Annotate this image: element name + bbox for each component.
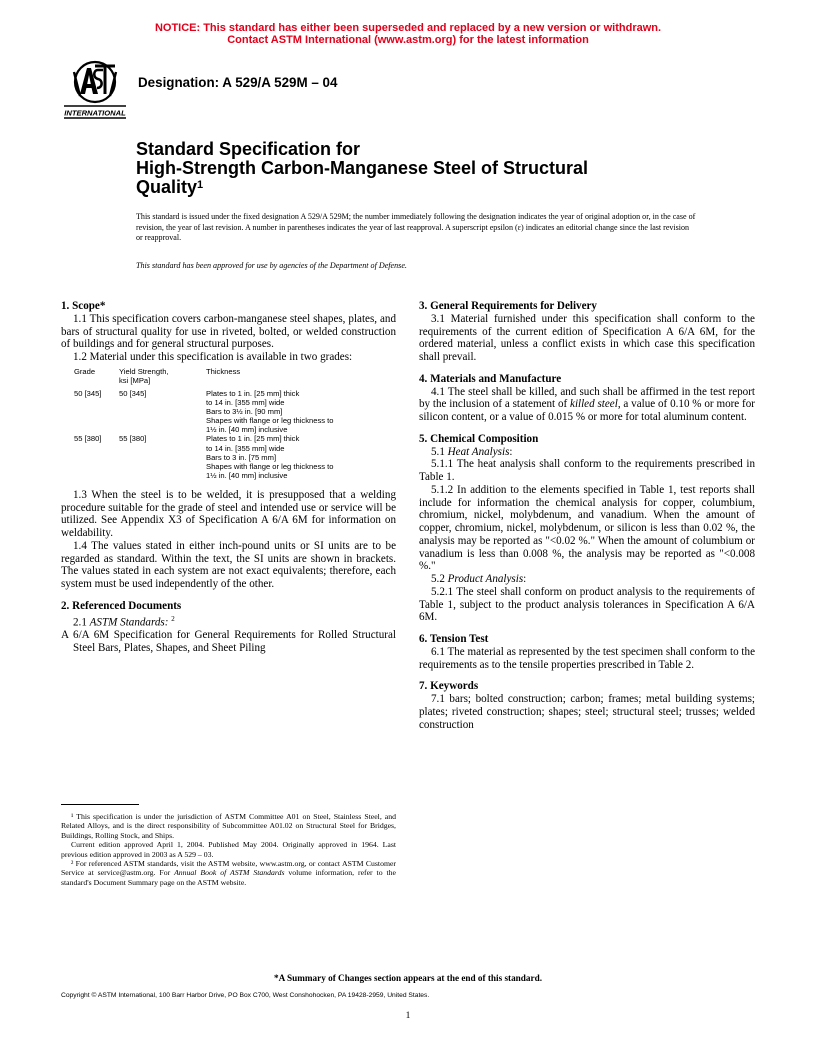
para-5-2-1: 5.2.1 The steel shall conform on product analysis to the requirements of Table 1, subject to the product analysis tolerances in Specification A 6/A 6M.: [419, 585, 755, 624]
section-1-heading: 1. Scope*: [61, 300, 106, 312]
para-2-1: 2.1 ASTM Standards: $^2$: [73, 614, 175, 629]
grade-row: [61, 434, 396, 479]
title-line-2: High-Strength Carbon-Manganese Steel of Structural: [136, 158, 589, 178]
header-yield: Yield Strength, ksi [MPa]: [119, 366, 169, 385]
section-7-heading: 7. Keywords: [419, 680, 479, 693]
document-title: [136, 140, 696, 197]
page-number: 1: [405, 1011, 411, 1021]
section-3-heading: 3. General Requirements for Delivery: [419, 300, 597, 312]
para-1-4: 1.4 The values stated in either inch-pound units or SI units are to be regarded as standard. Within the text, the SI units are shown in brackets. The values stated in each system are not exact equivalents; therefore, each system must be used independently of the other.: [61, 539, 396, 591]
para-3-1: 3.1 Material furnished under this specification shall conform to the requirements of the current edition of Specification A 6/A 6M, for the ordered material, unless a conflict exists in which case this specification shall prevail.: [419, 312, 755, 363]
thickness-cell: Plates to 1 in. [25 mm] thick to 14 in. [355 mm] wide Bars to 3½ in. [90 mm] Shapes with flange or leg thickness to 1½ in. [40 mm] inclusive: [206, 388, 334, 435]
para-5-1: 5.1 Heat Analysis:: [431, 445, 513, 458]
yield-cell: 55 [380]: [119, 434, 147, 444]
grade-cell: 50 [345]: [74, 388, 102, 398]
thickness-cell: Plates to 1 in. [25 mm] thick to 14 in. [355 mm] wide Bars to 3 in. [75 mm] Shapes with flange or leg thickness to 1½ in. [40 mm] inclusive: [206, 434, 334, 480]
copyright: Copyright © ASTM International, 100 Barr Harbor Drive, PO Box C700, West Conshohocken, PA 19428-2959, United States.: [61, 992, 430, 999]
footnotes: [61, 812, 396, 887]
right-column: [419, 300, 755, 731]
issue-note: This standard is issued under the fixed designation A 529/A 529M; the number immediately following the designation indicates the year of original adoption or, in the case of revision, the year of last revision. A number in parentheses indicates the year of last reapproval. A superscript epsilon (ε) indicates an editorial change since the last revision or reapproval.: [136, 212, 696, 242]
para-5-1-2: 5.1.2 In addition to the elements specified in Table 1, test reports shall include for information the chemical analysis for copper, columbium, chromium, nickel, molybdenum, and vanadium. When the amount of copper, chromium, nickel, molybdenum, or silicon is less than 0.02 %, the analysis may be reported as "<0.02 %." When the amount of columbium or vanadium is less than 0.008 %, the analysis may be reported as "<0.008 %.": [419, 483, 755, 573]
footnote-1: ¹ This specification is under the jurisdiction of ASTM Committee A01 on Steel, Stainless Steel, and Related Alloys, and is the direct responsibility of Subcommittee A01.02 on Structural Steel for Bridges, Buildings, Rolling Stock, and Ships.: [61, 812, 396, 840]
para-5-1-1: 5.1.1 The heat analysis shall conform to the requirements prescribed in Table 1.: [419, 458, 755, 483]
para-1-1: 1.1 This specification covers carbon-manganese steel shapes, plates, and bars of structural quality for use in riveted, bolted, or welded construction of buildings and for general structural purposes.: [61, 312, 396, 351]
logo-wordmark: INTERNATIONAL: [64, 108, 126, 118]
dod-approval-note: This standard has been approved for use by agencies of the Department of Defense.: [136, 261, 407, 270]
title-line-3: Quality: [136, 177, 198, 197]
summary-note: *A Summary of Changes section appears at the end of this standard.: [274, 973, 542, 983]
grade-row: [61, 389, 396, 434]
header-thickness: Thickness: [206, 366, 241, 376]
footnote-1-edition: Current edition approved April 1, 2004. Published May 2004. Originally approved in 1964. Last previous edition approved in 2003 as A 529 – 03.: [61, 840, 396, 859]
para-1-2: 1.2 Material under this specification is available in two grades:: [73, 351, 353, 363]
section-6-heading: 6. Tension Test: [419, 633, 489, 645]
para-7-1: 7.1 bars; bolted construction; carbon; frames; metal building systems; plates; riveted construction; shapes; steel; structural steel; trusses; welded construction: [419, 693, 755, 731]
astm-logo-icon: [62, 60, 128, 120]
title-line-1: Standard Specification for: [136, 139, 361, 159]
footnote-divider: [61, 804, 139, 805]
section-5-heading: 5. Chemical Composition: [419, 432, 539, 445]
footnote-2: ² For referenced ASTM standards, visit the ASTM website, www.astm.org, or contact ASTM Customer Service at service@astm.org. For Annual Book of ASTM Standards volume information, refer to the standard's Document Summary page on the ASTM website.: [61, 859, 396, 887]
section-4-heading: 4. Materials and Manufacture: [419, 372, 562, 385]
grade-table: [61, 367, 396, 480]
para-5-2: 5.2 Product Analysis:: [431, 573, 527, 585]
notice-line-2: Contact ASTM International (www.astm.org) for the latest information: [227, 34, 589, 46]
astm-logo: [62, 60, 128, 120]
yield-cell: 50 [345]: [119, 388, 147, 398]
left-column: [61, 300, 396, 655]
header-grade: Grade: [74, 366, 96, 376]
designation: Designation: A 529/A 529M – 04: [138, 75, 338, 90]
grade-cell: 55 [380]: [74, 434, 102, 444]
para-6-1: 6.1 The material as represented by the test specimen shall conform to the requirements as to the tensile properties prescribed in Table 2.: [419, 645, 755, 671]
para-4-1: 4.1 The steel shall be killed, and such shall be affirmed in the test report by the inclusion of a statement of killed steel, a value of 0.10 % or more for silicon content, or a value of 0.015 % or more for total aluminum content.: [419, 385, 755, 423]
section-2-heading: 2. Referenced Documents: [61, 599, 182, 612]
notice-line-1: NOTICE: This standard has either been superseded and replaced by a new version or withdrawn.: [154, 22, 662, 34]
para-1-3: 1.3 When the steel is to be welded, it is presupposed that a welding procedure suitable for the grade of steel and intended use or service will be utilized. See Appendix X3 of Specification A 6/A 6M for information on weldability.: [61, 488, 396, 540]
title-footnote-mark: 1: [197, 179, 204, 191]
reference-a6: A 6/A 6M Specification for General Requirements for Rolled Structural Steel Bars, Plates, Shapes, and Sheet Piling: [61, 629, 396, 654]
grade-table-header: [61, 367, 396, 385]
